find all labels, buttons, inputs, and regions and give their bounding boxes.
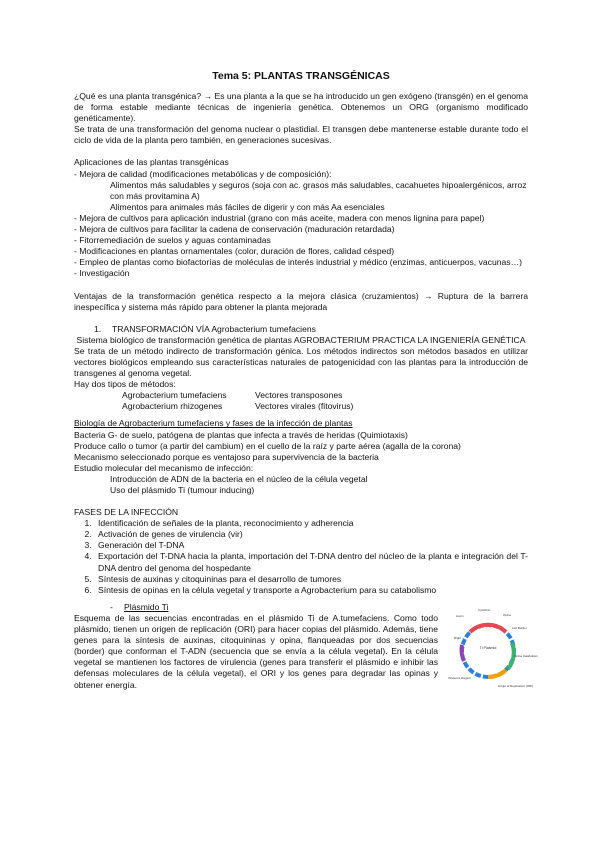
section-1-number: 1. xyxy=(94,323,102,334)
biology-line-1: Bacteria G- de suelo, patógena de plantas que infecta a través de heridas (Quimiotaxis) xyxy=(74,429,408,440)
plasmid-section xyxy=(74,607,538,703)
plasmid-label: Origin of Replication (ORI) xyxy=(498,683,534,688)
method-cell: Agrobacterium rhizogenes xyxy=(122,401,223,412)
applications-item-3: - Fitorremediación de suelos y aguas contaminadas xyxy=(74,235,271,246)
plasmid-center-label: Ti Plasmid xyxy=(479,645,497,650)
applications-quality-sub-1: Alimentos más saludables y seguros (soja con ac. grasos más saludables, cacahuetes hipoalergénicos, arroz con más provitamina A) xyxy=(110,179,527,201)
biology-line-3: Mecanismo seleccionado porque es ventajoso para supervivencia de la bacteria xyxy=(74,451,379,462)
plasmid-label: Auxin xyxy=(456,613,464,618)
applications-quality-sub-2: Alimentos para animales más fáciles de digerir y con más Aa esenciales xyxy=(110,201,385,212)
method-cell: Vectores virales (fitovirus) xyxy=(255,401,354,412)
phases-list xyxy=(74,518,528,596)
advantages-paragraph: Ventajas de la transformación genética respecto a la mejora clásica (cruzamientos) → Ruptura de la barrera inespecífica y sistema más rápido para obtener la planta mejorada xyxy=(74,290,528,312)
list-item: 4. Exportación del T-DNA hacia la planta, importación del T-DNA dentro del núcleo de la planta e integración del T-DNA dentro del genoma del hospedante xyxy=(94,551,528,573)
list-item: 6. Síntesis de opinas en la célula vegetal y transporte a Agrobacterium para su catabolismo xyxy=(94,585,528,596)
list-item: 3. Generación del T-DNA xyxy=(94,540,528,551)
plasmid-paragraph: Esquema de las secuencias encontradas en el plásmido Ti de A.tumefaciens. Como todo plásmido, tienen un origen de replicación (ORI) para hacer copias del plásmido. Además, tiene genes para la síntesis de auxinas, citoquininas y opina, flanqueadas por dos secuencias (border) que conforman el T-ADN (secuencia que se envía a la célula vegetal). En la célula vegetal se mantienen los factores de virulencia (genes para transferir el plásmido e inhibir las defensas moleculares de la célula vegetal), el ORI y los genes para degradar las opinas y obtener energía. xyxy=(74,612,438,690)
plasmid-label: Virulence Region xyxy=(448,675,471,680)
biology-heading: Biología de Agrobacterium tumefaciens y fases de la infección de plantas xyxy=(74,418,353,429)
plasmid-dash: - xyxy=(110,601,113,612)
applications-item-2: - Mejora de cultivos para facilitar la cadena de conservación (maduración retardada) xyxy=(74,224,395,235)
method-cell: Agrobacterium tumefaciens xyxy=(122,390,227,401)
plasmid-label: Right xyxy=(454,635,462,640)
applications-item-5: - Empleo de plantas como biofactorías de moléculas de interés industrial y médico (enzimas, anticuerpos, vacunas…) xyxy=(74,257,523,268)
methods-intro: Hay dos tipos de métodos: xyxy=(74,379,176,390)
phases-heading: FASES DE LA INFECCIÓN xyxy=(74,507,179,518)
applications-heading: Aplicaciones de las plantas transgénicas xyxy=(74,157,229,168)
intro-paragraph-1: ¿Qué es una planta transgénica? → Es una planta a la que se ha introducido un gen exógeno (transgén) en el genoma de forma estable mediante técnicas de ingeniería genética. Obtenemos un ORG (organismo modificado genéticamente). xyxy=(74,91,528,124)
intro-paragraph-2: Se trata de una transformación del genoma nuclear o plastidial. El transgen debe mantenerse estable durante todo el ciclo de vida de la planta pero también, en generaciones sucesivas. xyxy=(74,124,528,146)
plasmid-label: Opine Catabolism xyxy=(514,653,538,658)
ti-plasmid-figure xyxy=(448,599,538,703)
biology-line-2: Produce callo o tumor (a partir del cambium) en el cuello de la raíz y parte aérea (agalla de la corona) xyxy=(74,440,461,451)
list-item: 5. Síntesis de auxinas y citoquininas para el desarrollo de tumores xyxy=(94,574,528,585)
biology-line-4: Estudio molecular del mecanismo de infección: xyxy=(74,462,254,473)
section-1-title: TRANSFORMACIÓN VÍA Agrobacterium tumefaciens xyxy=(112,323,316,334)
biology-sub-1: Introducción de ADN de la bacteria en el núcleo de la célula vegetal xyxy=(110,473,368,484)
applications-item-4: - Modificaciones en plantas ornamentales (color, duración de flores, calidad césped) xyxy=(74,246,395,257)
applications-quality-item: - Mejora de calidad (modificaciones metabólicas y de composición): xyxy=(74,168,332,179)
page-title: Tema 5: PLANTAS TRANSGÉNICAS xyxy=(212,70,390,82)
methods-table xyxy=(74,390,528,412)
plasmid-label: Opine xyxy=(503,612,512,617)
section-1-subtitle: Sistema biológico de transformación genética de plantas AGROBACTERIUM PRACTICA LA INGENIERÍA GENÉTICA xyxy=(76,334,526,345)
plasmid-label: Left Border xyxy=(512,625,527,630)
applications-item-6: - Investigación xyxy=(74,268,130,279)
document-page xyxy=(74,70,538,703)
method-cell: Vectores transposones xyxy=(255,390,343,401)
list-item: 2. Activación de genes de virulencia (vir) xyxy=(94,529,528,540)
list-item: 1. Identificación de señales de la planta, reconocimiento y adherencia xyxy=(94,518,528,529)
section-1-paragraph: Se trata de un método indirecto de transformación génica. Los métodos indirectos son métodos basados en utilizar vectores biológicos empleando sus características naturales de patogenicidad con las plantas para la introducción de transgenes al genoma vegetal. xyxy=(74,345,528,379)
biology-sub-2: Uso del plásmido Ti (tumour inducing) xyxy=(110,485,255,495)
applications-item-1: - Mejora de cultivos para aplicación industrial (grano con más aceite, madera con menos lignina para papel) xyxy=(74,212,485,223)
plasmid-heading: Plásmido Ti xyxy=(124,601,169,612)
section-1-heading xyxy=(74,324,528,335)
ti-plasmid-diagram xyxy=(448,599,538,703)
plasmid-label: Cytokinin xyxy=(478,607,491,612)
